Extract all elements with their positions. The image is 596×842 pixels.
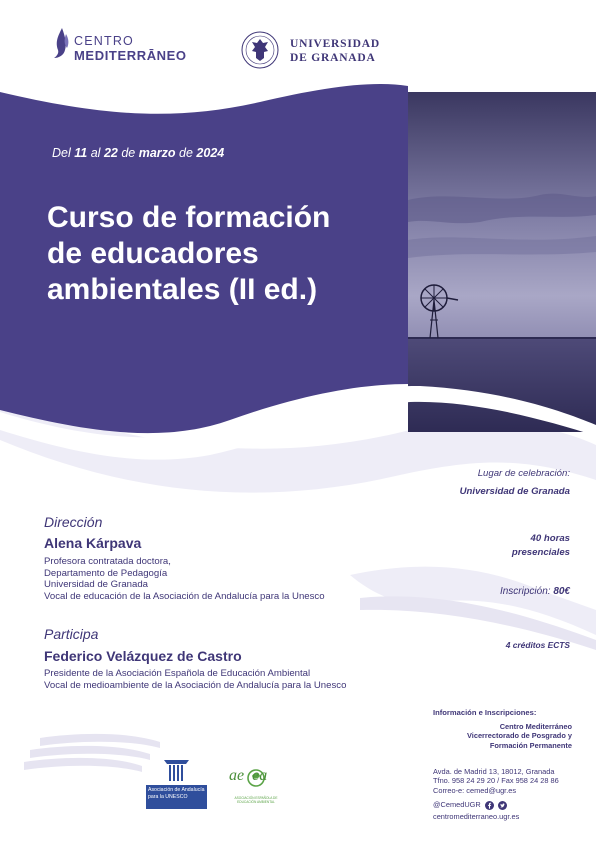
credits	[506, 640, 570, 650]
logo-cm-line1: CENTRO	[74, 34, 134, 48]
credits-text: 4 créditos ECTS	[505, 640, 570, 650]
contact-address: Avda. de Madrid 13, 18012, Granada	[433, 766, 555, 776]
director-line-2: Departamento de Pedagogía	[44, 567, 168, 579]
contact-social	[433, 800, 593, 810]
course-dates	[52, 146, 224, 160]
logo-cm-line2: MEDITERRĀNEO	[74, 48, 187, 63]
venue-label: Lugar de celebración:	[477, 468, 570, 479]
dates-of2: de	[179, 146, 193, 160]
contact-web[interactable]: centromediterraneo.ugr.es	[433, 811, 520, 821]
contact-phone: Tfno. 958 24 29 20 / Fax 958 24 28 86	[433, 776, 559, 786]
contact-block	[433, 708, 593, 821]
aeea-subtitle: ASOCIACIÓN ESPAÑOLA DE EDUCACIÓN AMBIENTAL	[234, 796, 278, 804]
fee	[500, 586, 570, 597]
contact-org-line-1: Centro Mediterráneo	[499, 722, 572, 731]
contact-org	[433, 722, 593, 750]
dates-prefix: Del	[52, 146, 71, 160]
title-line-2: de educadores	[47, 237, 259, 270]
social-handle[interactable]: @CemedUGR	[433, 800, 481, 810]
director-name: Alena Kárpava	[44, 535, 142, 551]
twitter-icon[interactable]	[498, 801, 507, 810]
dates-month: marzo	[138, 146, 176, 160]
director-description	[44, 556, 325, 602]
participant-line-2: Vocal de medioambiente de la Asociación de Andalucía para la Unesco	[44, 679, 347, 691]
fee-value: 80€	[553, 586, 570, 597]
flame-icon	[52, 26, 72, 62]
decorative-stripes	[24, 734, 160, 772]
fee-label: Inscripción:	[499, 586, 551, 597]
unesco-line-1: Asociación de Andalucía	[148, 787, 205, 793]
unesco-emblem-icon	[144, 758, 209, 810]
course-title	[47, 200, 407, 308]
dates-mid: al	[90, 146, 101, 160]
title-line-1: Curso de formación	[47, 201, 331, 234]
contact-org-line-2: Vicerrectorado de Posgrado y	[466, 731, 572, 741]
logo-ugr-line1: UNIVERSIDAD	[290, 38, 380, 50]
unesco-line-2: para la UNESCO	[148, 794, 188, 800]
participant-line-1: Presidente de la Asociación Española de Educación Ambiental	[44, 668, 311, 679]
direction-label: Dirección	[44, 514, 103, 530]
venue-value	[460, 486, 570, 497]
participant-description	[44, 668, 346, 691]
windmill-photo	[408, 92, 596, 432]
hours-line-1-text: 40 horas	[530, 533, 570, 544]
centro-mediterraneo-logo	[52, 26, 202, 66]
title-line-3: ambientales (II ed.)	[47, 273, 318, 306]
participates-label: Participa	[44, 626, 99, 642]
director-line-1: Profesora contratada doctora,	[44, 556, 171, 567]
director-line-4: Vocal de educación de la Asociación de Andalucía para la Unesco	[44, 590, 325, 602]
ugr-seal-icon	[240, 30, 280, 70]
dates-day-end: 22	[103, 146, 118, 160]
hours-line-1	[531, 533, 570, 544]
dates-day-start: 11	[74, 146, 88, 160]
dates-of: de	[121, 146, 136, 160]
logo-ugr-line2: DE GRANADA	[290, 52, 376, 64]
contact-title: Información e Inscripciones:	[433, 708, 537, 717]
dates-year: 2024	[196, 146, 225, 160]
unesco-association-logo	[144, 758, 209, 810]
contact-org-line-3: Formación Permanente	[489, 740, 572, 750]
unesco-text	[148, 787, 205, 801]
director-line-3: Universidad de Granada	[44, 579, 148, 591]
participant-name: Federico Velázquez de Castro	[44, 648, 242, 664]
contact-email[interactable]: Correo-e: cemed@ugr.es	[433, 785, 517, 795]
universidad-granada-logo	[240, 30, 400, 74]
hours-line-2	[512, 547, 570, 558]
hours-line-2-text: presenciales	[511, 547, 570, 558]
venue-value-text: Universidad de Granada	[459, 486, 570, 497]
facebook-icon[interactable]	[485, 801, 494, 810]
aeea-mark: ae ea	[229, 767, 268, 784]
aeea-logo	[226, 764, 286, 808]
